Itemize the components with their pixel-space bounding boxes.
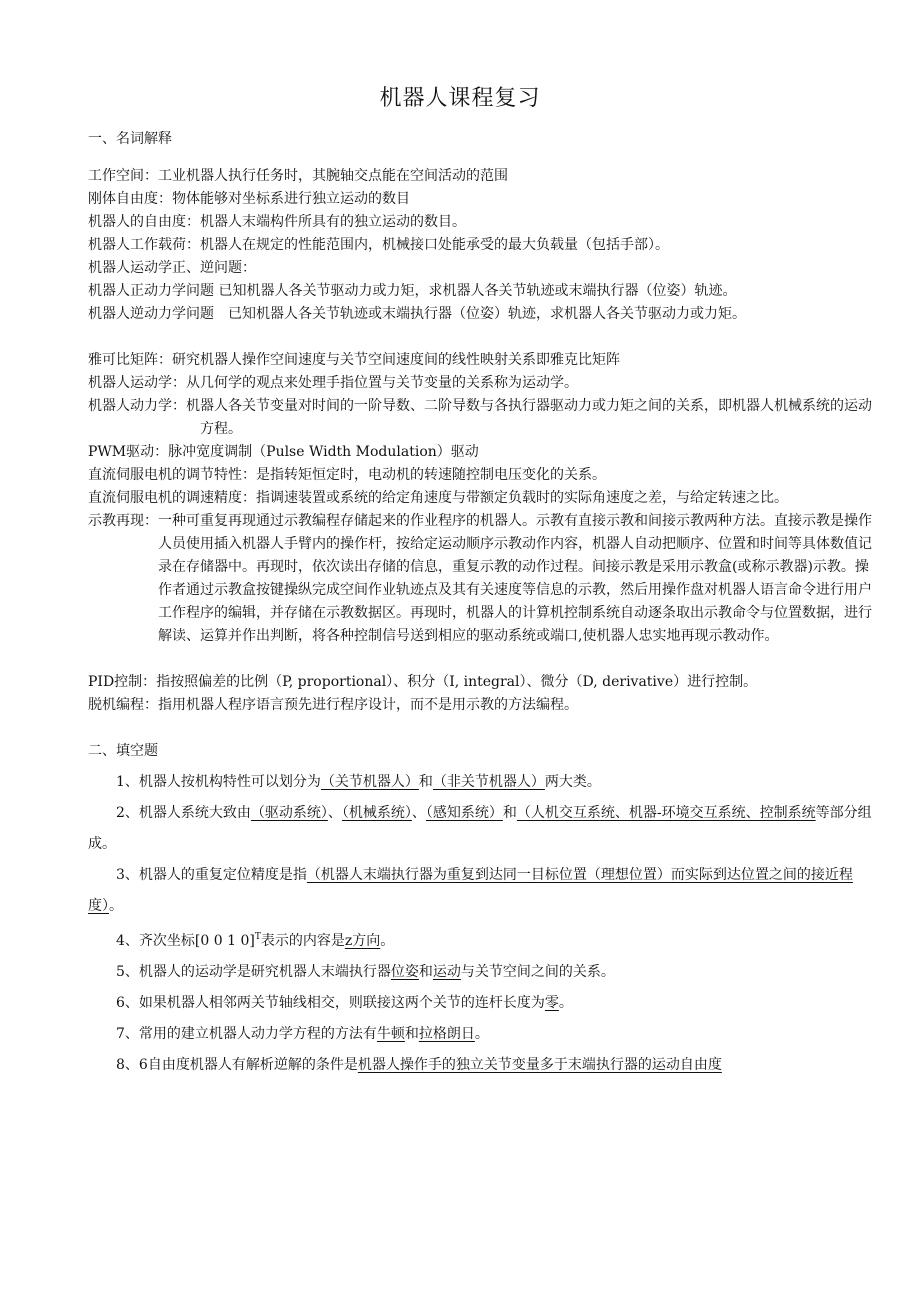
q3-answer-1: （机器人末端执行器为重复到达同一目标位置（理想位置）而实际到达位置之间的接近程度） [88,867,853,914]
def-robot-dof: 机器人的自由度：机器人末端构件所具有的独立运动的数目。 [88,214,466,230]
q3-post: 。 [109,898,123,914]
question-4 [88,922,880,957]
q3-text: 3、机器人的重复定位精度是指 [116,867,307,883]
section-heading-2: 二、填空题 [88,743,158,759]
def-teach-playback: 示教再现：一种可重复再现通过示教编程存储起来的作业程序的机器人。示教有直接示教和间接示教两种方法。直接示教是操作人员使用插入机器人手臂内的操作杆，按给定运动顺序示教动作内容，机器人自动把顺序、位置和时间等具体数值记录在存储器中。再现时，依次读出存储的信息，重复示教的动作过程。间接示教是采用示教盒(或称示教器)示教。操作者通过示教盒按键操纵完成空间作业轨迹点及其有关速度等信息的示教，然后用操作盘对机器人语言命令进行用户工作程序的编辑，并存储在示教数据区。再现时，机器人的计算机控制系统自动逐条取出示教命令与位置数据，进行解读、运算并作出判断，将各种控制信号送到相应的驱动系统或端口,使机器人忠实地再现示教动作。 [88,513,872,644]
q6-answer-1: 零 [544,995,559,1011]
q7-post: 。 [474,1026,489,1042]
q7-text: 7、常用的建立机器人动力学方程的方法有 [116,1026,377,1042]
def-offline-programming: 脱机编程：指用机器人程序语言预先进行程序设计，而不是用示教的方法编程。 [88,697,578,713]
q2-answer-2: （机械系统） [341,805,412,821]
def-pid: PID控制：指按照偏差的比例（P, proportional）、积分（I, integral）、微分（D, derivative）进行控制。 [88,674,758,690]
section-heading-1: 一、名词解释 [88,131,172,147]
question-6 [88,988,880,1019]
q2-sep-1: 、 [327,805,342,821]
def-servo-precision: 直流伺服电机的调速精度：指调速装置或系统的给定角速度与带额定负载时的实际角速度之差，与给定转速之比。 [88,490,788,506]
question-7 [88,1019,880,1050]
def-kinematics-problems: 机器人运动学正、逆问题： [88,260,256,276]
q4-text: 4、齐次坐标[0 0 1 0] [116,933,255,949]
page-title: 机器人课程复习 [379,86,541,111]
q5-post: 与关节空间之间的关系。 [460,964,615,980]
q2-text: 2、机器人系统大致由 [116,805,251,821]
def-workspace: 工作空间：工业机器人执行任务时，其腕轴交点能在空间活动的范围 [88,168,508,184]
q2-post: 等部分组成。 [88,805,872,852]
q7-answer-1: 牛顿 [376,1026,405,1042]
def-pwm: PWM驱动：脉冲宽度调制（Pulse Width Modulation）驱动 [88,444,479,460]
q1-post: 两大类。 [544,774,601,790]
q4-superscript: T [254,932,261,942]
q1-answer-2: （非关节机器人） [432,774,545,790]
q5-mid: 和 [418,964,433,980]
question-8 [88,1050,880,1081]
q7-answer-2: 拉格朗日 [418,1026,475,1042]
q8-text: 8、6自由度机器人有解析逆解的条件是 [116,1057,358,1073]
q2-answer-3: （感知系统） [425,805,503,821]
def-inverse-dynamics: 机器人逆动力学问题 已知机器人各关节轨迹或末端执行器（位姿）轨迹，求机器人各关节驱动力或力矩。 [88,306,746,322]
q2-answer-1: （驱动系统） [250,805,328,821]
def-forward-dynamics: 机器人正动力学问题 已知机器人各关节驱动力或力矩，求机器人各关节轨迹或末端执行器（位姿）轨迹。 [88,283,737,299]
q5-answer-1: 位姿 [390,964,419,980]
q5-answer-2: 运动 [432,964,461,980]
def-jacobian: 雅可比矩阵：研究机器人操作空间速度与关节空间速度间的线性映射关系即雅克比矩阵 [88,352,620,368]
question-1 [88,767,880,798]
def-servo-regulation: 直流伺服电机的调节特性：是指转矩恒定时，电动机的转速随控制电压变化的关系。 [88,467,606,483]
q8-answer-1: 机器人操作手的独立关节变量多于末端执行器的运动自由度 [357,1057,722,1073]
q2-sep-2: 、 [411,805,426,821]
question-2 [88,798,880,860]
def-payload: 机器人工作载荷：机器人在规定的性能范围内，机械接口处能承受的最大负载量（包括手部）。 [88,237,669,253]
def-dynamics: 机器人动力学：机器人各关节变量对时间的一阶导数、二阶导数与各执行器驱动力或力矩之间的关系，即机器人机械系统的运动方程。 [88,398,872,437]
q4-mid: 表示的内容是 [260,933,345,949]
q1-text: 1、机器人按机构特性可以划分为 [116,774,321,790]
question-5 [88,957,880,988]
question-3 [88,860,880,922]
q2-answer-4: （人机交互系统、机器-环境交互系统、控制系统 [516,805,816,821]
def-kinematics: 机器人运动学：从几何学的观点来处理手指位置与关节变量的关系称为运动学。 [88,375,578,391]
q1-answer-1: （关节机器人） [320,774,419,790]
def-rigid-dof: 刚体自由度：物体能够对坐标系进行独立运动的数目 [88,191,410,207]
q6-text: 6、如果机器人相邻两关节轴线相交，则联接这两个关节的连杆长度为 [116,995,545,1011]
q4-post: 。 [380,933,395,949]
q6-post: 。 [558,995,573,1011]
q4-answer-1: z方向 [344,933,381,949]
q5-text: 5、机器人的运动学是研究机器人末端执行器 [116,964,391,980]
q1-mid: 和 [418,774,433,790]
q7-mid: 和 [404,1026,419,1042]
q2-sep-3: 和 [502,805,517,821]
